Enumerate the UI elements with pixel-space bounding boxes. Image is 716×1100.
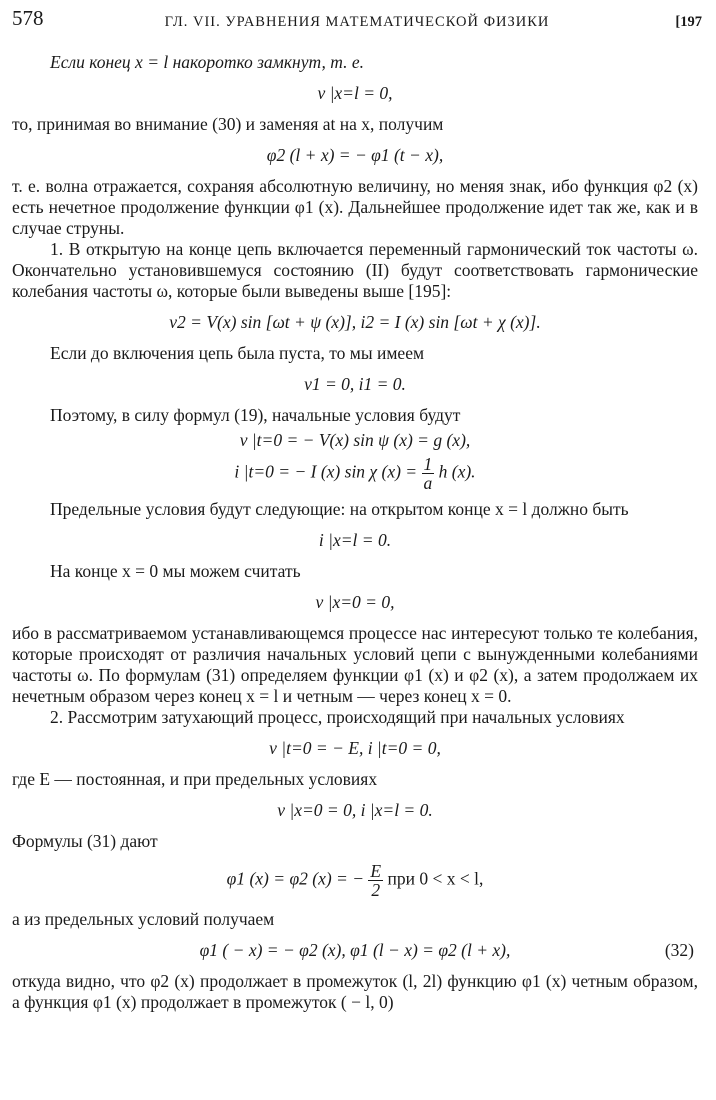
equation-number: (32) — [664, 940, 694, 960]
paragraph: 1. В открытую на конце цепь включается переменный гармонический ток частоты ω. Окончательно установившемуся состоянию (II) будут соответствовать гармонические колебания частоты ω, которые были выведены выше [195]: — [12, 239, 698, 301]
fraction-denominator: a — [423, 473, 433, 493]
section-number: [197 — [675, 14, 702, 30]
equation: φ2 (l + x) = − φ1 (t − x), — [266, 145, 444, 165]
paragraph: откуда видно, что φ2 (x) продолжает в промежуток (l, 2l) функцию φ1 (x) четным образом, а функция φ1 (x) продолжает в промежуток ( − l, 0) — [12, 971, 698, 1012]
paragraph: а из предельных условий получаем — [12, 909, 275, 929]
paragraph: Предельные условия будут следующие: на открытом конце x = l должно быть — [50, 499, 629, 519]
equation-part: φ1 ( − x) = − φ2 (x), φ1 (l − x) = φ2 (l + x), — [199, 940, 511, 960]
paragraph: Если до включения цепь была пуста, то мы имеем — [50, 343, 425, 363]
equation: i |x=l = 0. — [318, 530, 392, 550]
equation-part: при 0 < x < l, — [387, 868, 484, 889]
equation: v |x=0 = 0, i |x=l = 0. — [277, 800, 433, 820]
equation-part: h (x). — [438, 461, 476, 482]
paragraph: 2. Рассмотрим затухающий процесс, происходящий при начальных условиях — [50, 707, 625, 727]
equation: v |t=0 = − V(x) sin ψ (x) = g (x), — [239, 430, 471, 450]
equation — [12, 862, 698, 899]
equation-part: i |t=0 = − I (x) sin χ (x) = — [234, 461, 418, 482]
equation: v |t=0 = − E, i |t=0 = 0, — [269, 738, 441, 758]
fraction-numerator: E — [370, 861, 382, 881]
fraction — [422, 455, 435, 492]
paragraph: Поэтому, в силу формул (19), начальные условия будут — [50, 405, 461, 425]
equation: v1 = 0, i1 = 0. — [304, 374, 406, 394]
paragraph: На конце x = 0 мы можем считать — [50, 561, 301, 581]
equation — [12, 455, 698, 492]
equation — [12, 940, 698, 961]
page-body — [12, 52, 698, 1013]
equation: v2 = V(x) sin [ωt + ψ (x)], i2 = I (x) sin [ωt + χ (x)]. — [169, 312, 541, 332]
equation: v |x=l = 0, — [317, 83, 393, 103]
running-title: ГЛ. VII. УРАВНЕНИЯ МАТЕМАТИЧЕСКОЙ ФИЗИКИ — [164, 14, 550, 30]
paragraph: то, принимая во внимание (30) и заменяя at на x, получим — [12, 114, 444, 134]
paragraph: где E — постоянная, и при предельных условиях — [12, 769, 378, 789]
fraction — [368, 862, 383, 899]
page-number: 578 — [12, 6, 44, 30]
paragraph: т. е. волна отражается, сохраняя абсолютную величину, но меняя знак, ибо функция φ2 (x) есть нечетное продолжение функции φ1 (x). Дальнейшее продолжение идет так же, как и в случае струны. — [12, 176, 698, 238]
equation-part: φ1 (x) = φ2 (x) = − — [226, 868, 365, 889]
text-line: Если конец x = l накоротко замкнут, т. е. — [50, 52, 365, 72]
fraction-numerator: 1 — [423, 454, 433, 474]
fraction-denominator: 2 — [371, 880, 381, 900]
paragraph: ибо в рассматриваемом устанавливающемся процессе нас интересуют только те колебания, которые происходят от различия начальных условий цепи с вынужденными колебаниями частоты ω. По формулам (31) определяем функции φ1 (x) и φ2 (x), а затем продолжаем их нечетным образом через конец x = l и четным — через конец x = 0. — [12, 623, 698, 706]
equation: v |x=0 = 0, — [315, 592, 395, 612]
paragraph: Формулы (31) дают — [12, 831, 158, 851]
page-header — [12, 8, 702, 34]
